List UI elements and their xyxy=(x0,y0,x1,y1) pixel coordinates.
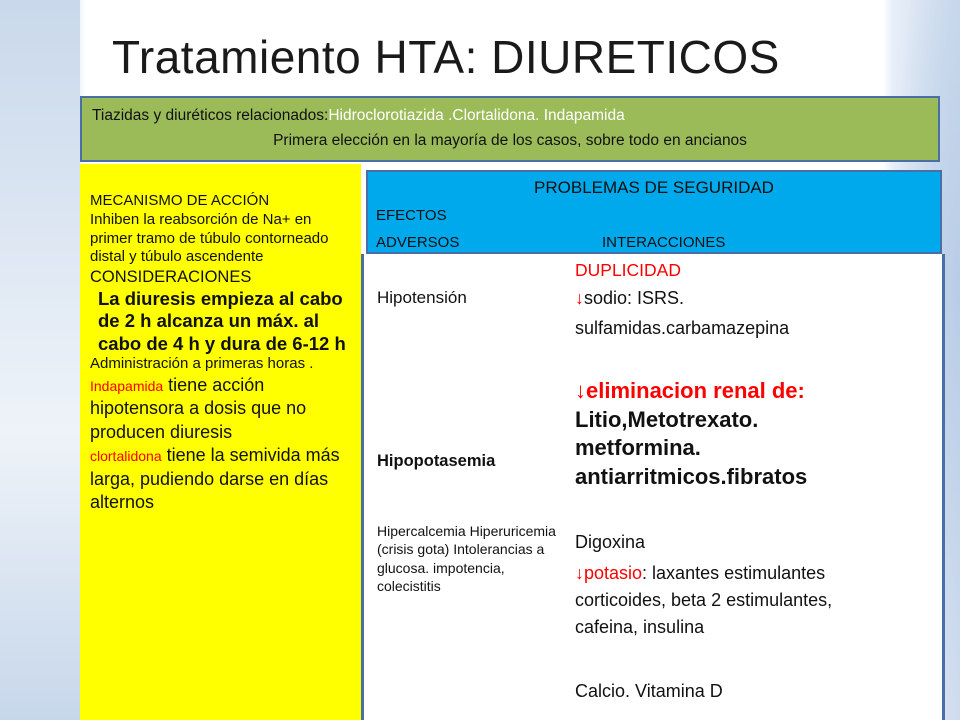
safety-header xyxy=(366,170,942,254)
interaction-renal-heading: ↓eliminacion renal de: xyxy=(575,378,805,403)
slide-title: Tratamiento HTA: DIURETICOS xyxy=(112,31,780,83)
interaction-potasio xyxy=(575,560,832,641)
interaction-renal-line1: Litio,Metotrexato. xyxy=(575,406,759,432)
interaction-potasio-line3: cafeina, insulina xyxy=(575,617,705,637)
clortalidona-note xyxy=(90,444,353,514)
diuretics-class-line xyxy=(92,107,625,125)
interaction-renal xyxy=(575,377,807,491)
interaction-calcio: Calcio. Vitamina D xyxy=(575,681,723,701)
interaction-sodio-drugs: sulfamidas.carbamazepina xyxy=(575,318,790,338)
administration-text: Administración a primeras horas . xyxy=(90,355,314,373)
indapamida-name: Indapamida xyxy=(90,378,164,395)
diuretics-header-box xyxy=(80,96,940,162)
interaction-duplicidad: DUPLICIDAD xyxy=(575,260,681,280)
considerations-heading: CONSIDERACIONES xyxy=(90,268,252,286)
interactions-column-heading: INTERACCIONES xyxy=(602,234,726,251)
interaction-potasio-label: ↓potasio xyxy=(575,563,643,583)
adverse-others: Hipercalcemia Hiperuricemia (crisis gota) Intolerancias a glucosa. impotencia, colecistitis xyxy=(377,523,556,595)
diuretics-class-label: Tiazidas y diuréticos relacionados: xyxy=(92,107,329,124)
interaction-potasio-line1 xyxy=(575,560,832,587)
adverse-column-heading-line1: EFECTOS xyxy=(376,207,447,224)
clortalidona-text: tiene la semivida más larga, pudiendo darse en días alternos xyxy=(90,445,340,513)
mechanism-panel xyxy=(80,164,361,720)
interaction-sodio xyxy=(575,288,684,309)
interaction-potasio-line2: corticoides, beta 2 estimulantes, xyxy=(575,590,833,610)
indapamida-note xyxy=(90,374,353,444)
interaction-potasio-text: : laxantes estimulantes xyxy=(642,563,826,583)
background-left-band xyxy=(0,0,80,720)
safety-title: PROBLEMAS DE SEGURIDAD xyxy=(534,178,774,197)
indapamida-text: tiene acción hipotensora a dosis que no producen diuresis xyxy=(90,375,307,442)
interaction-digoxina: Digoxina xyxy=(575,532,646,552)
down-arrow-icon: ↓ xyxy=(575,288,584,308)
adverse-hipopotasemia: Hipopotasemia xyxy=(377,452,496,470)
adverse-column-heading-line2: ADVERSOS xyxy=(376,234,460,251)
diuretics-drug-names: Hidroclorotiazida .Clortalidona. Indapamida xyxy=(328,107,625,124)
safety-table xyxy=(361,254,945,720)
interaction-renal-line3: antiarritmicos.fibratos xyxy=(575,463,808,489)
interaction-sodio-text: sodio: ISRS. xyxy=(584,288,685,308)
mechanism-text: Inhiben la reabsorción de Na+ en primer tramo de túbulo contorneado distal y túbulo ascendente xyxy=(90,210,329,266)
first-choice-text: Primera elección en la mayoría de los casos, sobre todo en ancianos xyxy=(273,132,747,149)
clortalidona-name: clortalidona xyxy=(90,448,162,465)
interaction-renal-line2: metformina. xyxy=(575,435,701,461)
mechanism-heading: MECANISMO DE ACCIÓN xyxy=(90,192,270,209)
diuresis-timing-text: La diuresis empieza al cabo de 2 h alcanza un máx. al cabo de 4 h y dura de 6-12 h xyxy=(98,287,346,354)
adverse-hipotension: Hipotensión xyxy=(377,288,467,307)
